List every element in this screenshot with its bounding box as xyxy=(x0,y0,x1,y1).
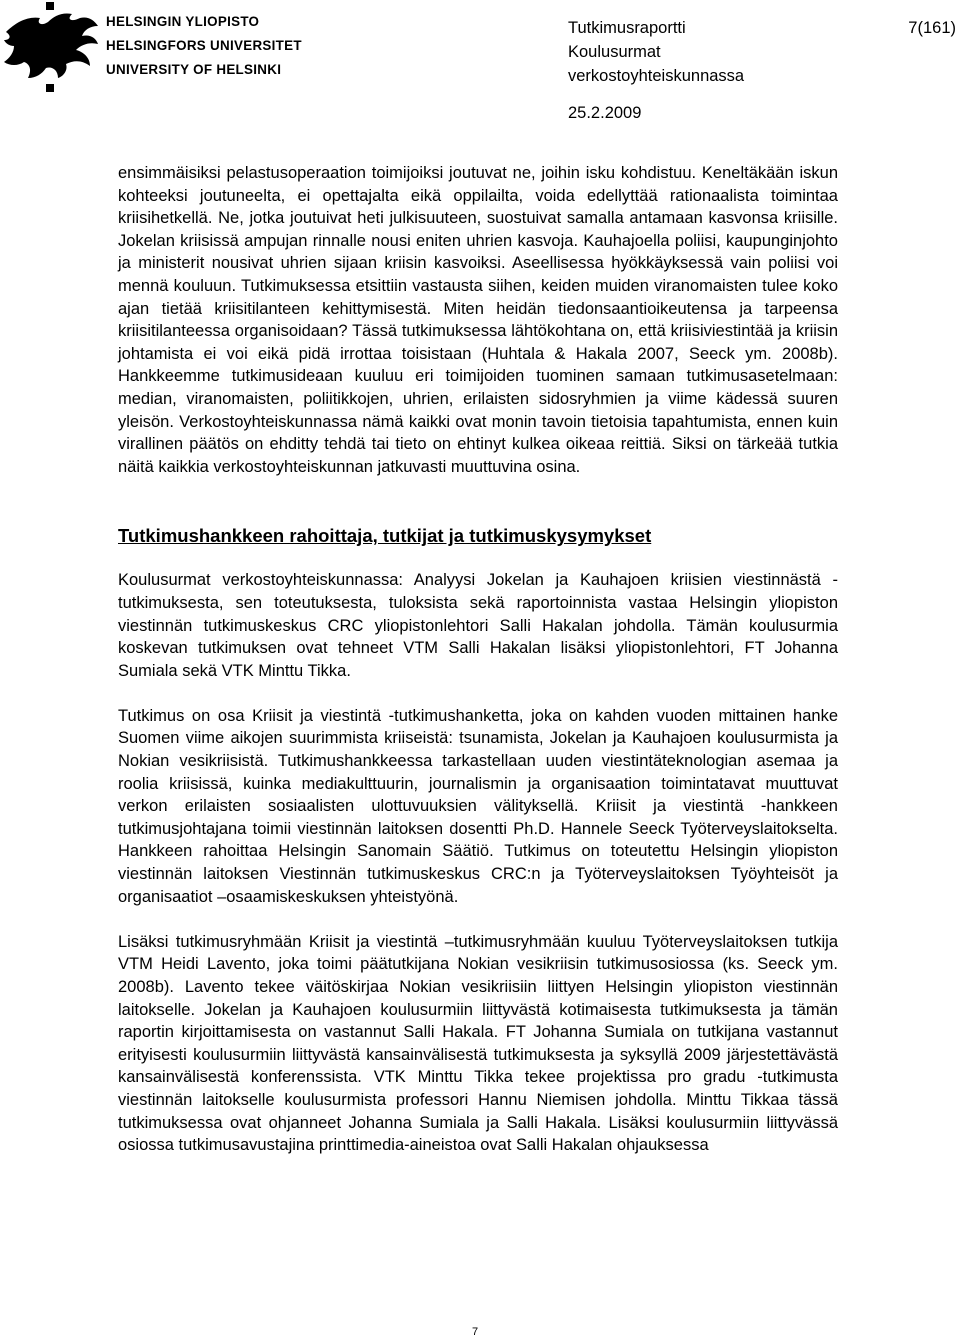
report-title-line2: verkostoyhteiskunnassa xyxy=(568,67,745,85)
paragraph-researchers: Koulusurmat verkostoyhteiskunnassa: Analyysi Jokelan ja Kauhajoen kriisien viestinnästä -tutkimuksesta, sen toteutuksesta, tuloksista sekä raportoinnista vastaa Helsingin yliopiston viestinnän tutkimuskeskus CRC yliopistonlehtori Salli Hakalan johdolla. Tämän koulusurmia koskevan tutkimuksen ovat tehneet VTM Salli Hakalan lisäksi yliopistonlehtori, FT Johanna Sumiala sekä VTK Minttu Tikka. xyxy=(118,571,838,680)
section-heading: Tutkimushankkeen rahoittaja, tutkijat ja tutkimuskysymykset xyxy=(118,525,652,547)
document-body xyxy=(118,162,838,1157)
paragraph-team: Lisäksi tutkimusryhmään Kriisit ja viestintä –tutkimusryhmään kuuluu Työterveyslaitoksen tutkija VTM Heidi Lavento, joka toimi päätutkijana Nokian vesikriisin tutkimusosiossa (ks. Seeck ym. 2008b). Lavento tekee väitöskirjaa Nokian vesikriisiin liittyen Helsingin yliopiston viestinnän laitokselle. Jokelan ja Kauhajoen koulusurmiin liittyvästä kotimaisesta tutkimuksesta ja tämän raportin kirjoittamisesta on vastannut Salli Hakala. FT Johanna Sumiala on tutkijana vastannut erityisesti koulusurmiin liittyvästä kansainvälisestä tutkimuksesta ja syksyllä 2009 järjestettävästä kansainvälisestä konferenssista. VTK Minttu Tikka tekee projektissa pro gradu -tutkimusta viestinnän laitokselle koulusurmista professori Hannu Niemisen johdolla. Minttu Tikkaa tässä tutkimuksessa ovat ohjanneet Johanna Sumiala ja Salli Hakala. Lisäksi koulusurmiin liittyvässä osiossa tutkimusavustajina printtimedia-aineistoa ovat Salli Hakalan ohjauksessa xyxy=(118,932,838,1155)
report-type: Tutkimusraportti xyxy=(568,19,686,37)
report-title-block xyxy=(568,16,744,88)
university-name-sv: HELSINGFORS UNIVERSITET xyxy=(106,38,302,53)
section-spacer xyxy=(118,478,838,524)
university-name-en: UNIVERSITY OF HELSINKI xyxy=(106,62,282,77)
flame-logo-icon xyxy=(2,2,102,94)
report-title-line1: Koulusurmat xyxy=(568,43,661,61)
footer-page-number: 7 xyxy=(472,1326,479,1338)
paragraph-project: Tutkimus on osa Kriisit ja viestintä -tutkimushanketta, joka on kahden vuoden mittainen hanke Suomen viime aikojen suurimmista kriiseistä: tsunamista, Jokelan ja Kauhajoen koulusurmista ja Nokian vesikriisistä. Tutkimushankkeessa tarkastellaan uuden viestintäteknologian asemaa ja roolia kriisissä, kuinka mediakulttuurin, journalismin ja organisaation toimintatavat muuttuvat verkon erilaisten sosiaalisten ulottuvuuksien välityksellä. Kriisit ja viestintä -hankkeen tutkimusjohtajana toimii viestinnän laitoksen dosentti Ph.D. Hannele Seeck Työterveyslaitokselta. Hankkeen rahoittaa Helsingin Sanomain Säätiö. Tutkimus on toteutettu Helsingin yliopiston viestinnän laitoksen Viestinnän tutkimuskeskus CRC:n ja Työterveyslaitoksen Työyhteisöt ja organisaatiot –osaamiskeskuksen yhteistyönä. xyxy=(118,706,838,906)
university-logo xyxy=(0,0,302,95)
university-name-fi: HELSINGIN YLIOPISTO xyxy=(106,14,260,29)
heading-spacer xyxy=(118,548,838,569)
intro-paragraph: ensimmäisiksi pelastusoperaation toimijoiksi joutuvat ne, joihin isku kohdistuu. Keneltäkään iskun kohteeksi joutuneelta, ei opettajalta eikä oppilailta, voida edellyttää rationaalista toimintaa kriisihetkellä. Ne, jotka joutuivat heti julkisuuteen, suostuivat samalla antamaan kasvonsa kriisille. Jokelan kriisissä ampujan rinnalle nousi eniten uhrien kasvoja. Kauhajoella poliisi, kaupunginjohto ja ministerit nousivat uhrien sijaan kriisin kasvoiksi. Aseellisessa hyökkäyksessä vain poliisi voi mennä kouluun. Tutkimuksessa etsittiin vastausta siihen, keiden muiden viranomaisten tulee koko ajan tietää kriisitilanteen kehittymisestä. Miten heidän tiedonsaantioikeutensa ja tarpeensa kriisitilanteessa organisoidaan? Tässä tutkimuksessa lähtökohtana on, että kriisiviestintää ja kriisin johtamista ei voi eikä pidä irrottaa toisistaan (Huhtala & Hakala 2007, Seeck ym. 2008b). Hankkeemme tutkimusideaan kuuluu eri toimijoiden tuominen samaan tutkimusasetelmaan: median, viranomaisten, poliitikkojen, uhrien, erilaisten sidosryhmien ja viime kädessä suuren yleisön. Verkostoyhteiskunnassa nämä kaikki ovat monin tavoin tietoisia tapahtumista, ennen kuin virallinen päätös on ehditty tehdä tai tieto on ehtinyt kulkea oikeaa reittiä. Siksi on tärkeää tutkia näitä kaikkia verkostoyhteiskunnan jatkuvasti muuttuvina osina. xyxy=(118,164,838,476)
report-date: 25.2.2009 xyxy=(568,104,642,122)
header-page-number: 7(161) xyxy=(908,19,956,37)
